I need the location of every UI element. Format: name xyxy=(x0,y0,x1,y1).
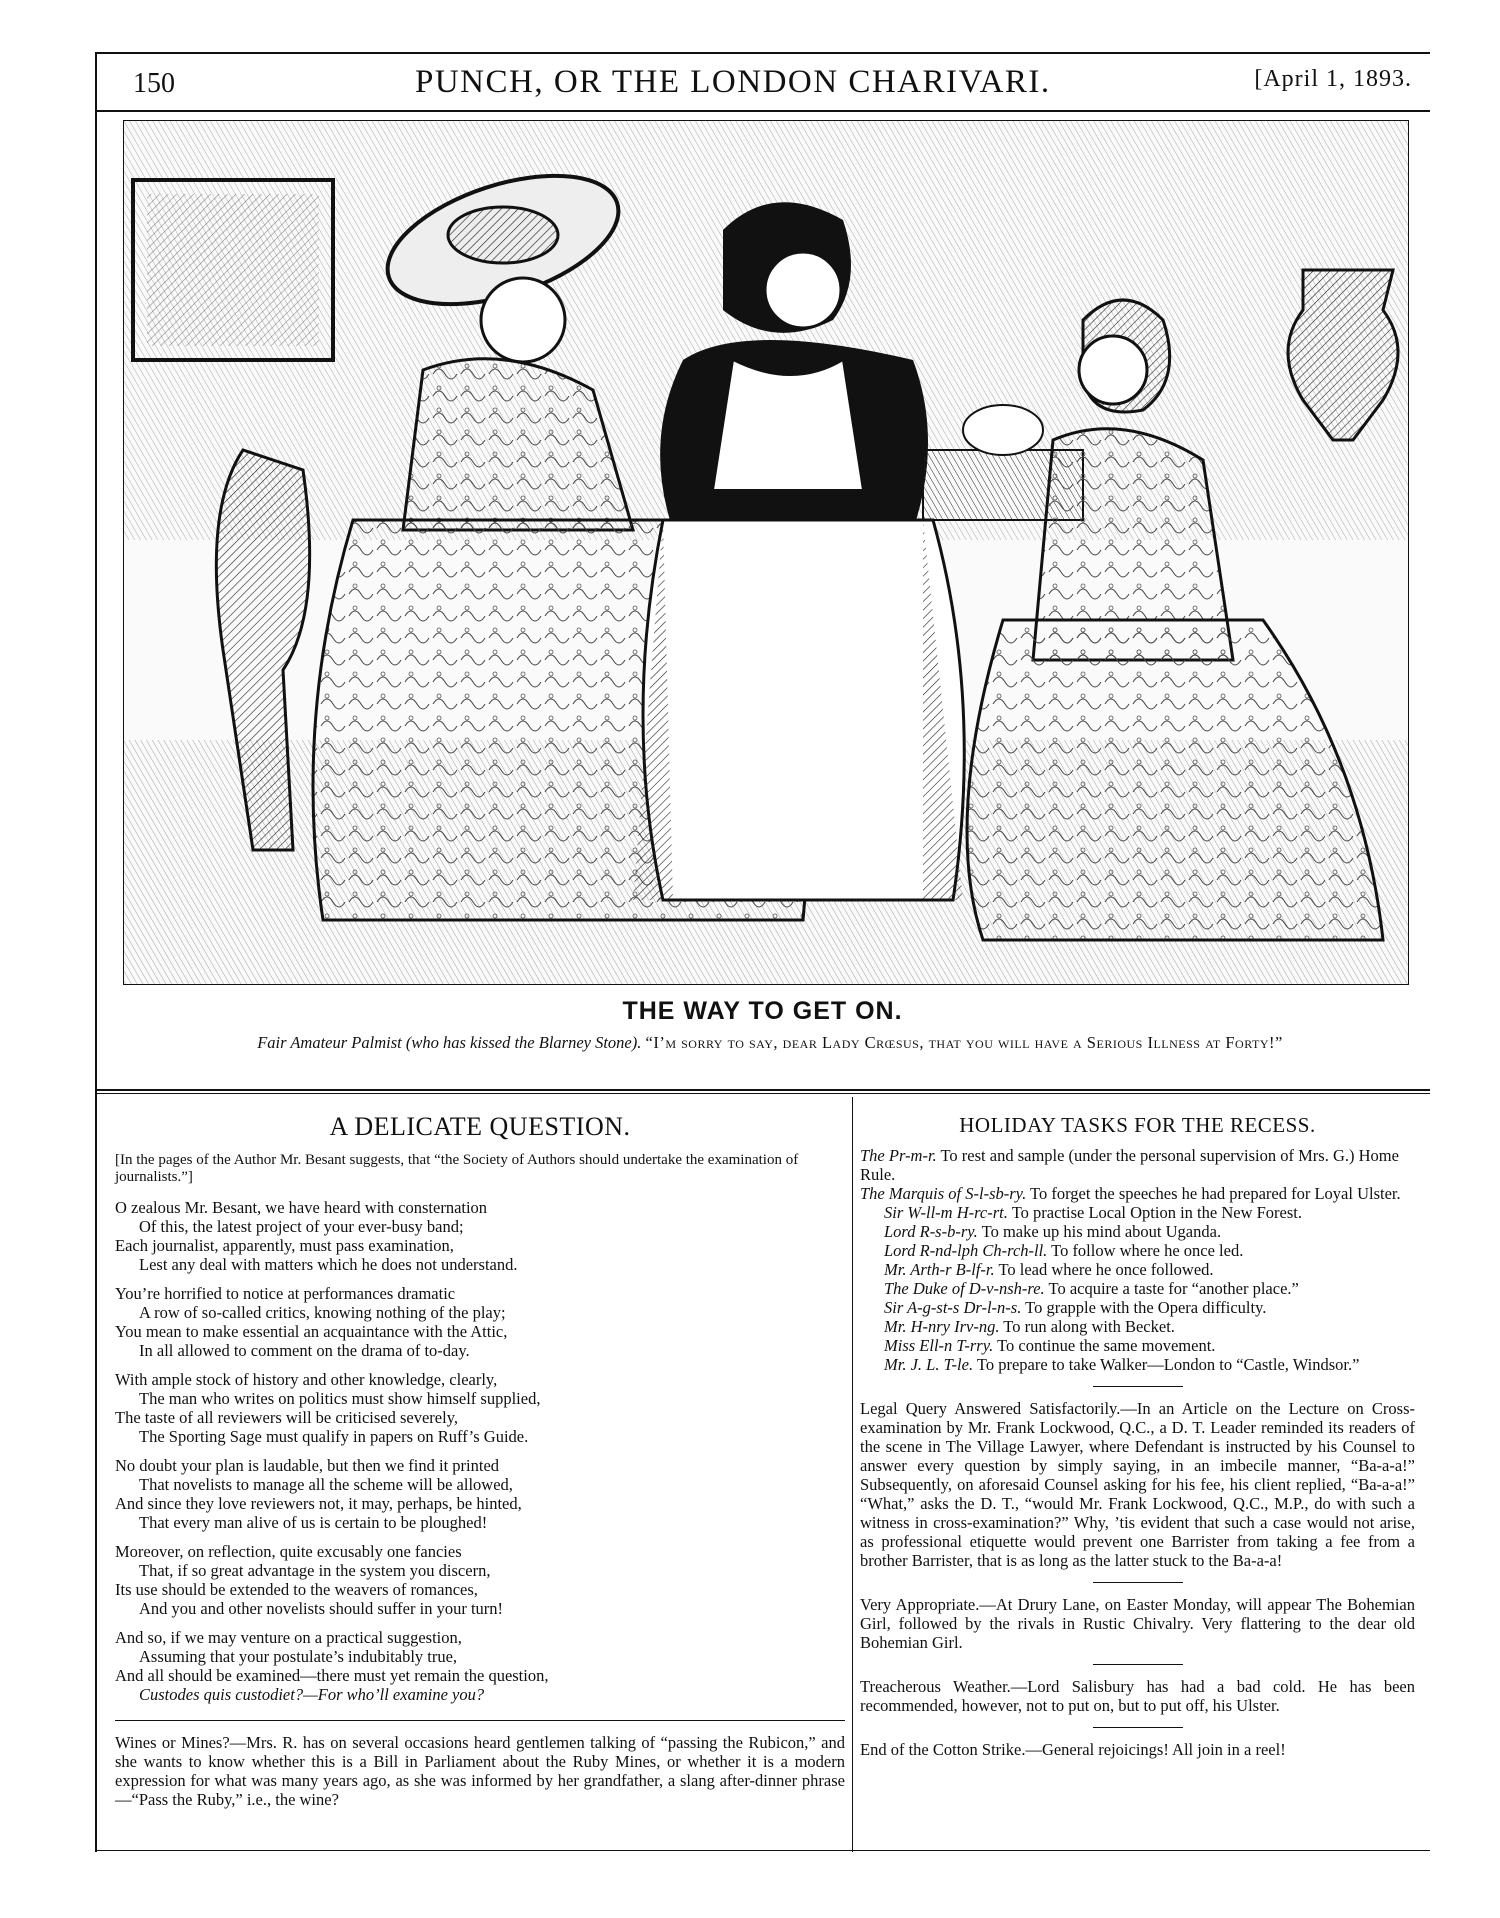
holiday-task-name: Mr. J. L. T-le. xyxy=(884,1355,974,1374)
poem-line: The Sporting Sage must qualify in papers on Ruff’s Guide. xyxy=(139,1427,529,1446)
holiday-task-item xyxy=(860,1222,1415,1241)
cartoon-illustration xyxy=(123,120,1409,985)
holiday-task-name: The Pr-m-r. xyxy=(860,1146,937,1165)
page-number: 150 xyxy=(133,68,175,99)
poem-line: A row of so-called critics, knowing nothing of the play; xyxy=(139,1303,506,1322)
holiday-task-name: Miss Ell-n T-rry. xyxy=(884,1336,994,1355)
poem-stanza xyxy=(115,1542,845,1618)
holiday-task-item xyxy=(860,1184,1415,1203)
holiday-task-text: To follow where he once led. xyxy=(1047,1241,1244,1260)
poem-line: Moreover, on reflection, quite excusably one fancies xyxy=(115,1542,462,1561)
separator-rule xyxy=(1093,1727,1183,1728)
poem-stanza xyxy=(115,1370,845,1446)
newspaper-page xyxy=(95,52,1430,1852)
delicate-question-title: A DELICATE QUESTION. xyxy=(329,1112,631,1141)
holiday-task-item xyxy=(860,1279,1415,1298)
caption-rule-2 xyxy=(95,1093,1430,1094)
poem-line: In all allowed to comment on the drama of to-day. xyxy=(139,1341,470,1360)
holiday-task-item xyxy=(860,1146,1415,1184)
poem-line: That novelists to manage all the scheme will be allowed, xyxy=(139,1475,513,1494)
holiday-task-text: To acquire a taste for “another place.” xyxy=(1044,1279,1299,1298)
legal-query-article: Legal Query Answered Satisfactorily.—In an Article on the Lecture on Cross-examination by Mr. Frank Lockwood, Q.C., a D. T. Leader reminded its readers of the scene in The Village Lawyer, where Defendant is instructed by his Counsel to answer every question by simply saying, in an imbecile manner, “Ba-a-a!” Subsequently, on aforesaid Counsel asking for his fee, his client replied, “Ba-a-a!” “What,” asks the D. T., “would Mr. Frank Lockwood, Q.C., M.P., do with such a witness in cross-examination?” Why, ’tis evident that such a case would not arise, as professional etiquette would prevent one Barrister from taking a fee from a brother Barrister, that is as long as the latter stuck to the Ba-a-a! xyxy=(860,1399,1415,1570)
holiday-task-item xyxy=(860,1355,1415,1374)
poem-stanza xyxy=(115,1284,845,1360)
cartoon-caption xyxy=(205,1032,1335,1053)
caption-quote: “I’m sorry to say, dear Lady Crœsus, that you will have a Serious Illness at Forty!” xyxy=(645,1033,1283,1052)
holiday-task-name: Sir A-g-st-s Dr-l-n-s. xyxy=(884,1298,1022,1317)
poem-line: That every man alive of us is certain to be ploughed! xyxy=(139,1513,488,1532)
separator-rule xyxy=(1093,1582,1183,1583)
caption-rule xyxy=(95,1089,1430,1091)
holiday-tasks-title: HOLIDAY TASKS FOR THE RECESS. xyxy=(959,1113,1316,1137)
poem-line: Lest any deal with matters which he does not understand. xyxy=(139,1255,518,1274)
poem-stanza xyxy=(115,1198,845,1274)
holiday-task-item xyxy=(860,1317,1415,1336)
left-column xyxy=(115,1112,845,1809)
cotton-strike-article: End of the Cotton Strike.—General rejoicings! All join in a reel! xyxy=(860,1740,1286,1759)
holiday-task-item xyxy=(860,1298,1415,1317)
poem-line: O zealous Mr. Besant, we have heard with consternation xyxy=(115,1198,488,1217)
left-column-rule xyxy=(115,1720,845,1721)
poem-line: Each journalist, apparently, must pass examination, xyxy=(115,1236,454,1255)
poem-stanza xyxy=(115,1456,845,1532)
holiday-task-name: Sir W-ll-m H-rc-rt. xyxy=(884,1203,1008,1222)
poem-line: That, if so great advantage in the system you discern, xyxy=(139,1561,491,1580)
issue-date: [April 1, 1893. xyxy=(1254,66,1412,92)
holiday-task-text: To grapple with the Opera difficulty. xyxy=(1021,1298,1267,1317)
holiday-task-text: To continue the same movement. xyxy=(993,1336,1216,1355)
caption-speaker: Fair Amateur Palmist (who has kissed the Blarney Stone). xyxy=(257,1033,642,1052)
holiday-task-text: To lead where he once followed. xyxy=(994,1260,1214,1279)
poem-line: The taste of all reviewers will be criticised severely, xyxy=(115,1408,458,1427)
palmist-scene-drawing xyxy=(123,120,1409,985)
holiday-task-item xyxy=(860,1241,1415,1260)
holiday-task-item xyxy=(860,1203,1415,1222)
page-header xyxy=(95,52,1430,112)
holiday-task-text: To run along with Becket. xyxy=(999,1317,1175,1336)
holiday-task-name: Lord R-nd-lph Ch-rch-ll. xyxy=(884,1241,1048,1260)
left-rule xyxy=(95,52,97,1852)
poem-line: Its use should be extended to the weavers of romances, xyxy=(115,1580,478,1599)
holiday-task-name: Mr. H-nry Irv-ng. xyxy=(884,1317,1000,1336)
poem-line: No doubt your plan is laudable, but then we find it printed xyxy=(115,1456,500,1475)
separator-rule xyxy=(1093,1664,1183,1665)
poem-line: Of this, the latest project of your ever-busy band; xyxy=(139,1217,464,1236)
cartoon-title: THE WAY TO GET ON. xyxy=(622,997,903,1025)
poem-line: With ample stock of history and other knowledge, clearly, xyxy=(115,1370,498,1389)
poem-line: Assuming that your postulate’s indubitably true, xyxy=(139,1647,458,1666)
holiday-task-item xyxy=(860,1260,1415,1279)
holiday-task-name: Lord R-s-b-ry. xyxy=(884,1222,978,1241)
holiday-task-name: Mr. Arth-r B-lf-r. xyxy=(884,1260,995,1279)
bottom-rule xyxy=(95,1850,1430,1851)
holiday-task-name: The Duke of D-v-nsh-re. xyxy=(884,1279,1045,1298)
holiday-task-item xyxy=(860,1336,1415,1355)
wines-or-mines-article: Wines or Mines?—Mrs. R. has on several occasions heard gentlemen talking of “passing the Rubicon,” and she wants to know whether this is a Bill in Parliament about the Ruby Mines, or whether it is a modern expression for what was many years ago, as she was informed by her grandfather, a slang after-dinner phrase—“Pass the Ruby,” i.e., the wine? xyxy=(115,1733,845,1809)
poem-stanza xyxy=(115,1628,845,1704)
holiday-task-text: To rest and sample (under the personal supervision of Mrs. G.) Home Rule. xyxy=(860,1146,1399,1184)
holiday-task-text: To forget the speeches he had prepared for Loyal Ulster. xyxy=(1026,1184,1401,1203)
poem-line: And you and other novelists should suffer in your turn! xyxy=(139,1599,504,1618)
poem-line: The man who writes on politics must show himself supplied, xyxy=(139,1389,541,1408)
holiday-tasks-list xyxy=(860,1146,1415,1374)
holiday-task-text: To prepare to take Walker—London to “Castle, Windsor.” xyxy=(973,1355,1360,1374)
column-divider xyxy=(852,1097,853,1852)
holiday-task-text: To practise Local Option in the New Forest. xyxy=(1007,1203,1302,1222)
delicate-question-intro: [In the pages of the Author Mr. Besant suggests, that “the Society of Authors should undertake the examination of journalists.”] xyxy=(115,1152,799,1185)
right-column xyxy=(860,1112,1415,1759)
poem-line: You mean to make essential an acquaintance with the Attic, xyxy=(115,1322,508,1341)
treacherous-weather-article: Treacherous Weather.—Lord Salisbury has had a bad cold. He has been recommended, however, not to put on, but to put off, his Ulster. xyxy=(860,1677,1415,1715)
separator-rule xyxy=(1093,1386,1183,1387)
poem-line: You’re horrified to notice at performances dramatic xyxy=(115,1284,456,1303)
poem-line: And since they love reviewers not, it may, perhaps, be hinted, xyxy=(115,1494,522,1513)
poem-line: And all should be examined—there must yet remain the question, xyxy=(115,1666,549,1685)
poem-line: Custodes quis custodiet?—For who’ll examine you? xyxy=(139,1685,485,1704)
very-appropriate-article: Very Appropriate.—At Drury Lane, on Easter Monday, will appear The Bohemian Girl, followed by the rivals in Rustic Chivalry. Very flattering to the dear old Bohemian Girl. xyxy=(860,1595,1415,1652)
holiday-task-text: To make up his mind about Uganda. xyxy=(977,1222,1222,1241)
masthead: PUNCH, OR THE LONDON CHARIVARI. xyxy=(415,64,1051,100)
poem-line: And so, if we may venture on a practical suggestion, xyxy=(115,1628,462,1647)
holiday-task-name: The Marquis of S-l-sb-ry. xyxy=(860,1184,1027,1203)
